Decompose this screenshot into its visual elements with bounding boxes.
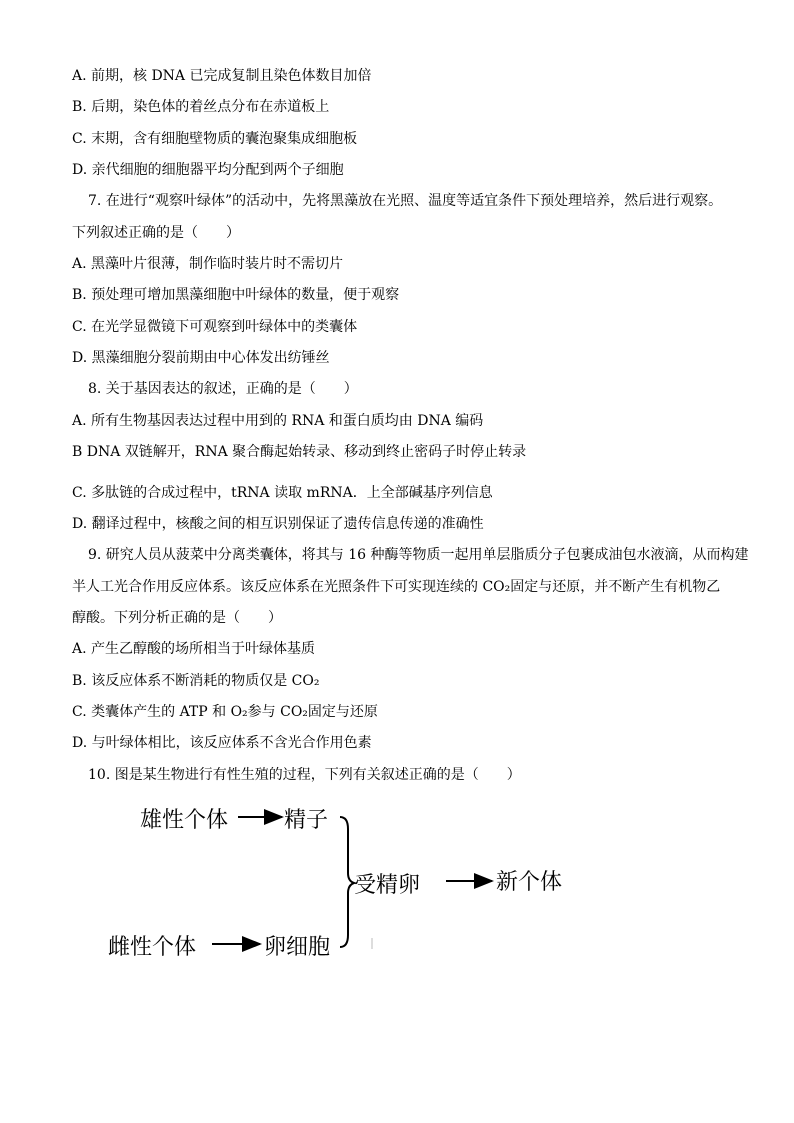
q8-option-b: B DNA 双链解开，RNA 聚合酶起始转录、移动到终止密码子时停止转录	[72, 444, 527, 460]
q6-option-b: B. 后期，染色体的着丝点分布在赤道板上	[72, 99, 330, 115]
egg-label: 卵细胞	[264, 935, 331, 960]
male-label: 雄性个体	[140, 808, 229, 833]
q8-stem: 8. 关于基因表达的叙述，正确的是（ ）	[88, 381, 358, 397]
q8-option-a: A. 所有生物基因表达过程中用到的 RNA 和蛋白质均由 DNA 编码	[72, 413, 484, 429]
female-label: 雌性个体	[108, 935, 197, 960]
q9-stem-line2: 半人工光合作用反应体系。该反应体系在光照条件下可实现连续的 CO₂固定与还原，并不断产生有机物乙	[72, 579, 721, 595]
q9-option-b: B. 该反应体系不断消耗的物质仅是 CO₂	[72, 673, 320, 689]
merge-brace	[340, 817, 354, 947]
q6-option-a: A. 前期，核 DNA 已完成复制且染色体数目加倍	[72, 68, 372, 84]
q7-stem-line2: 下列叙述正确的是（ ）	[72, 225, 240, 241]
q8-option-d: D. 翻译过程中，核酸之间的相互识别保证了遗传信息传递的准确性	[72, 516, 484, 532]
q7-option-c: C. 在光学显微镜下可观察到叶绿体中的类囊体	[72, 319, 358, 335]
q9-stem-line1: 9. 研究人员从菠菜中分离类囊体，将其与 16 种酶等物质一起用单层脂质分子包裹成油包水液滴，从而构建	[88, 547, 749, 563]
new-individual-label: 新个体	[496, 870, 563, 895]
diagram-arrows	[100, 795, 600, 975]
q10-stem: 10. 图是某生物进行有性生殖的过程，下列有关叙述正确的是（ ）	[88, 767, 521, 783]
q9-stem-line3: 醇酸。下列分析正确的是（ ）	[72, 610, 282, 626]
sperm-label: 精子	[284, 808, 329, 833]
q7-option-a: A. 黑藻叶片很薄，制作临时装片时不需切片	[72, 256, 344, 272]
q9-option-d: D. 与叶绿体相比，该反应体系不含光合作用色素	[72, 735, 372, 751]
q7-option-d: D. 黑藻细胞分裂前期由中心体发出纺锤丝	[72, 350, 330, 366]
reproduction-diagram	[100, 795, 600, 975]
q9-option-c: C. 类囊体产生的 ATP 和 O₂参与 CO₂固定与还原	[72, 704, 378, 720]
q8-option-c: C. 多肽链的合成过程中，tRNA 读取 mRNA．上全部碱基序列信息	[72, 485, 493, 501]
q7-option-b: B. 预处理可增加黑藻细胞中叶绿体的数量，便于观察	[72, 287, 400, 303]
q9-option-a: A. 产生乙醇酸的场所相当于叶绿体基质	[72, 641, 316, 657]
q6-option-d: D. 亲代细胞的细胞器平均分配到两个子细胞	[72, 162, 344, 178]
q6-option-c: C. 末期，含有细胞壁物质的囊泡聚集成细胞板	[72, 131, 358, 147]
q7-stem-line1: 7. 在进行“观察叶绿体”的活动中，先将黑藻放在光照、温度等适宜条件下预处理培养，然后进行观察。	[88, 193, 723, 209]
zygote-label: 受精卵	[354, 873, 421, 898]
